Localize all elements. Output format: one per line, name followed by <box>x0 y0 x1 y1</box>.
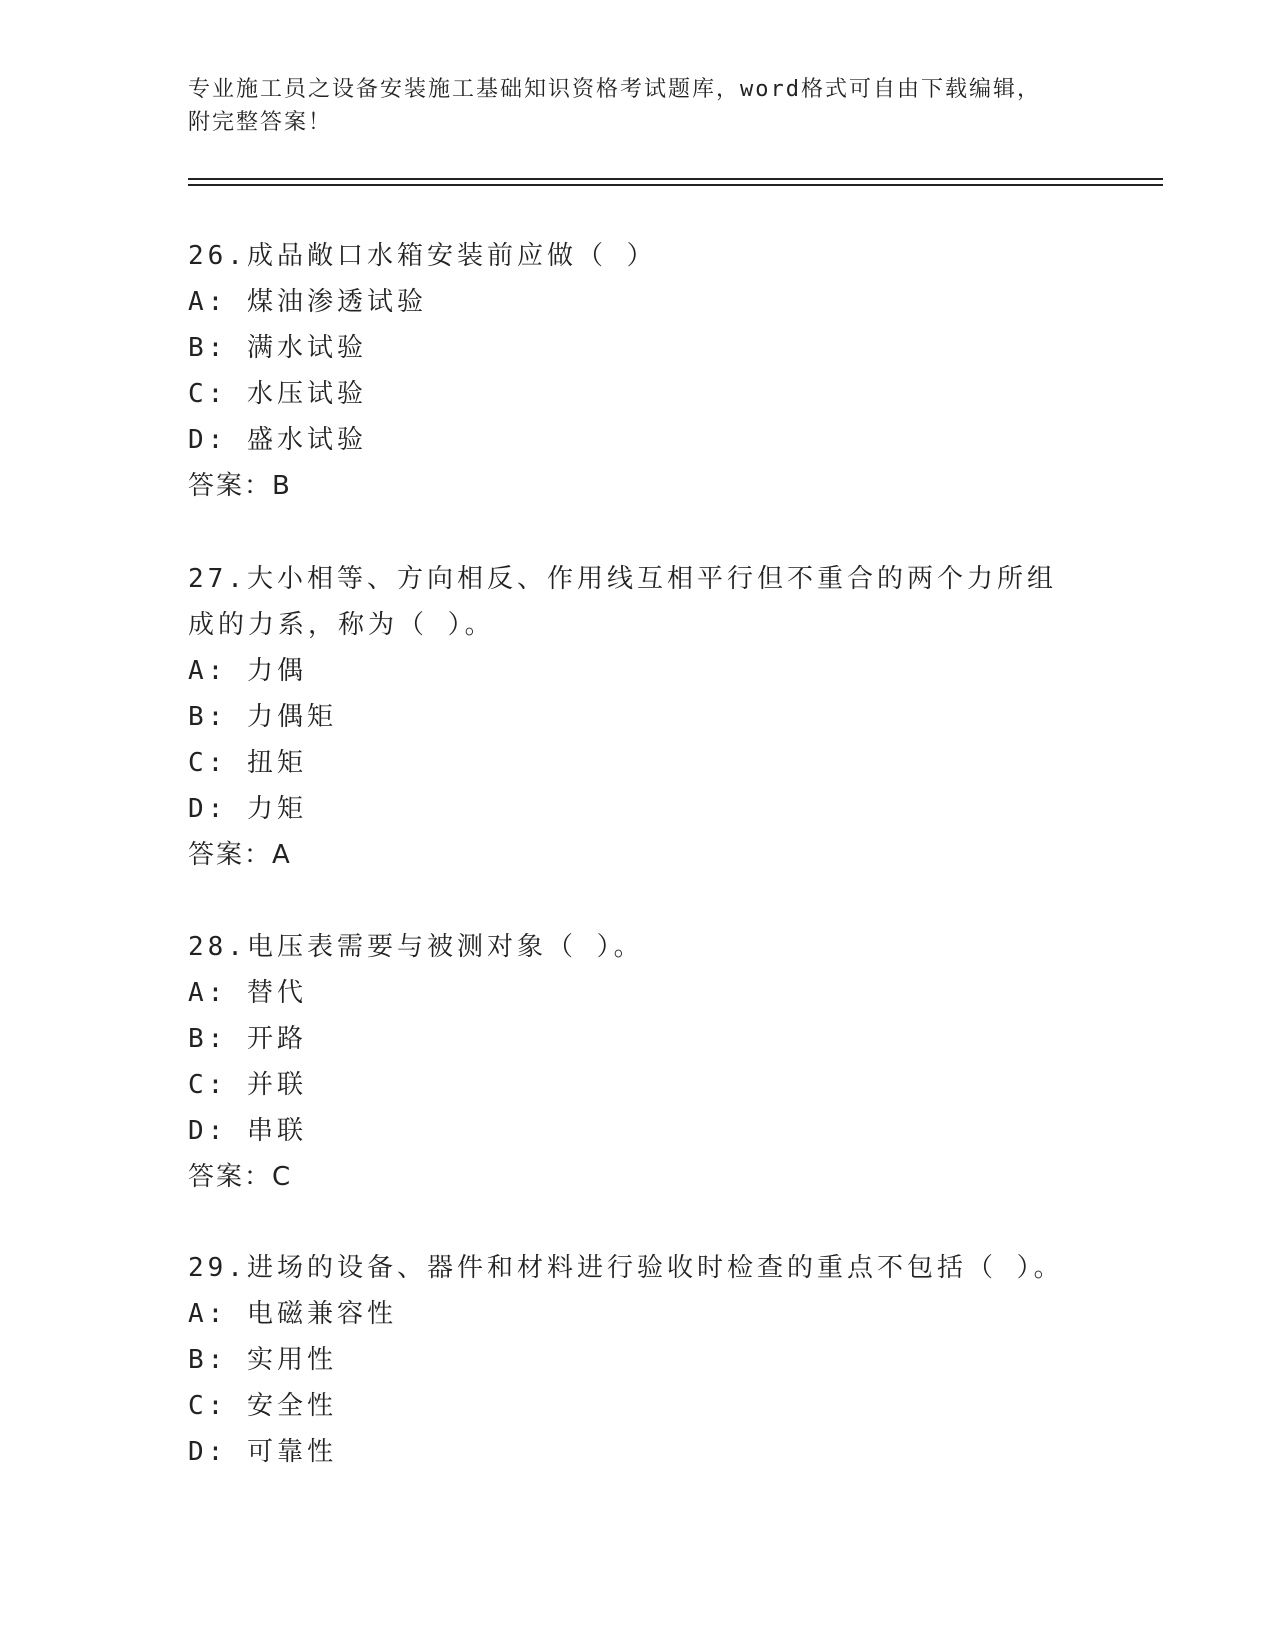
question-27 <box>188 556 1088 878</box>
header-divider-top <box>188 178 1163 180</box>
answer-line: 答案：A <box>188 840 292 870</box>
document-header <box>188 73 1088 139</box>
option-a: A: 替代 <box>188 978 307 1008</box>
option-a: A: 力偶 <box>188 656 307 686</box>
option-d: D: 串联 <box>188 1116 307 1146</box>
option-c: C: 扭矩 <box>188 748 307 778</box>
question-stem: 29.进场的设备、器件和材料进行验收时检查的重点不包括（ ）。 <box>188 1253 1064 1283</box>
question-stem: 28.电压表需要与被测对象（ ）。 <box>188 932 644 962</box>
option-b: B: 力偶矩 <box>188 702 337 732</box>
question-26 <box>188 233 1088 509</box>
option-c: C: 并联 <box>188 1070 307 1100</box>
option-c: C: 安全性 <box>188 1391 337 1421</box>
option-b: B: 满水试验 <box>188 333 367 363</box>
question-28 <box>188 924 1088 1200</box>
option-c: C: 水压试验 <box>188 379 367 409</box>
option-a: A: 电磁兼容性 <box>188 1299 397 1329</box>
option-d: D: 力矩 <box>188 794 307 824</box>
option-d: D: 可靠性 <box>188 1437 337 1467</box>
option-b: B: 开路 <box>188 1024 307 1054</box>
question-stem: 26.成品敞口水箱安装前应做（ ） <box>188 241 657 271</box>
option-a: A: 煤油渗透试验 <box>188 287 427 317</box>
answer-line: 答案：C <box>188 1162 293 1192</box>
answer-line: 答案：B <box>188 471 292 501</box>
question-29 <box>188 1245 1088 1475</box>
option-d: D: 盛水试验 <box>188 425 367 455</box>
header-divider-bottom <box>188 184 1163 186</box>
question-stem: 27.大小相等、方向相反、作用线互相平行但不重合的两个力所组成的力系，称为（ ）。 <box>188 564 1057 640</box>
header-line-2: 附完整答案！ <box>188 110 333 135</box>
option-b: B: 实用性 <box>188 1345 337 1375</box>
header-line-1: 专业施工员之设备安装施工基础知识资格考试题库，word格式可自由下载编辑， <box>188 77 1041 102</box>
